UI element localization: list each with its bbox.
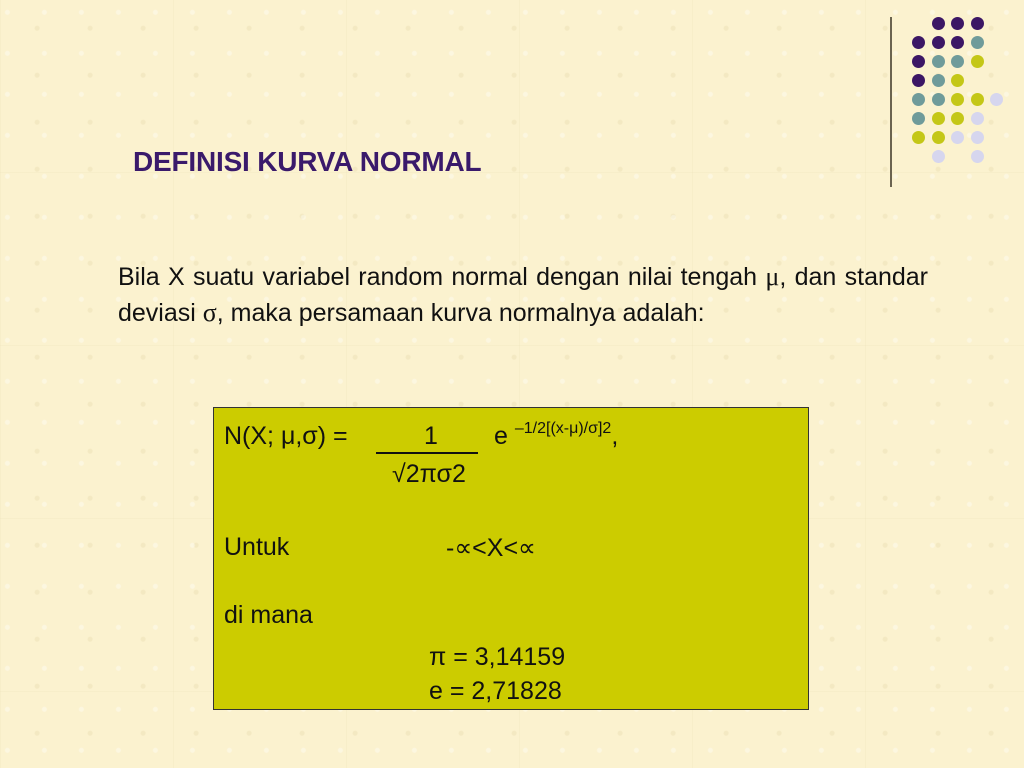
decorative-dot bbox=[932, 112, 945, 125]
slide-title: DEFINISI KURVA NORMAL bbox=[133, 146, 482, 177]
decorative-dot bbox=[951, 17, 964, 30]
sigma-symbol: σ bbox=[202, 298, 217, 327]
e-value: e = 2,71828 bbox=[429, 677, 562, 705]
decorative-dot bbox=[951, 131, 964, 144]
decorative-dot bbox=[971, 131, 984, 144]
decorative-dot bbox=[951, 93, 964, 106]
decorative-dot bbox=[951, 55, 964, 68]
mu-symbol: μ bbox=[765, 262, 780, 291]
decorative-dot bbox=[912, 36, 925, 49]
decorative-dot bbox=[971, 112, 984, 125]
formula-exponential bbox=[494, 422, 618, 451]
decorative-dot bbox=[951, 36, 964, 49]
formula-lhs: N(X; μ,σ) = bbox=[224, 422, 348, 450]
domain-label: Untuk bbox=[224, 533, 290, 561]
formula-comma: , bbox=[611, 422, 619, 450]
domain-range: -∝<X<∝ bbox=[446, 534, 536, 562]
decorative-divider-line bbox=[890, 17, 892, 187]
decorative-dot bbox=[932, 74, 945, 87]
decorative-dot bbox=[932, 150, 945, 163]
formula-box bbox=[213, 407, 809, 710]
formula-numerator: 1 bbox=[424, 422, 438, 450]
intro-text-2: , dan standar deviasi bbox=[118, 263, 929, 327]
decorative-dot bbox=[912, 112, 925, 125]
decorative-dot bbox=[951, 112, 964, 125]
decorative-dot bbox=[932, 17, 945, 30]
decorative-dot bbox=[912, 74, 925, 87]
intro-text-1: Bila X suatu variabel random normal dengan nilai tengah bbox=[118, 263, 766, 291]
formula-e-base: e bbox=[494, 422, 508, 450]
decorative-dot bbox=[932, 36, 945, 49]
decorative-dot bbox=[932, 131, 945, 144]
decorative-dot bbox=[912, 93, 925, 106]
decorative-dot bbox=[971, 36, 984, 49]
decorative-dot bbox=[932, 55, 945, 68]
decorative-dot bbox=[971, 93, 984, 106]
decorative-dot bbox=[971, 17, 984, 30]
fraction-bar bbox=[376, 452, 478, 454]
decorative-dot bbox=[990, 93, 1003, 106]
decorative-dot bbox=[932, 93, 945, 106]
where-label: di mana bbox=[224, 601, 313, 629]
decorative-dot bbox=[971, 55, 984, 68]
intro-paragraph bbox=[118, 259, 928, 331]
formula-exponent: –1/2[(x-μ)/σ]2 bbox=[514, 420, 612, 437]
decorative-dot bbox=[951, 74, 964, 87]
pi-value: π = 3,14159 bbox=[429, 643, 566, 671]
decorative-dot bbox=[912, 131, 925, 144]
decorative-dot bbox=[971, 150, 984, 163]
formula-denominator: √2πσ2 bbox=[392, 460, 466, 488]
intro-text-3: , maka persamaan kurva normalnya adalah: bbox=[216, 299, 705, 327]
decorative-dot bbox=[912, 55, 925, 68]
